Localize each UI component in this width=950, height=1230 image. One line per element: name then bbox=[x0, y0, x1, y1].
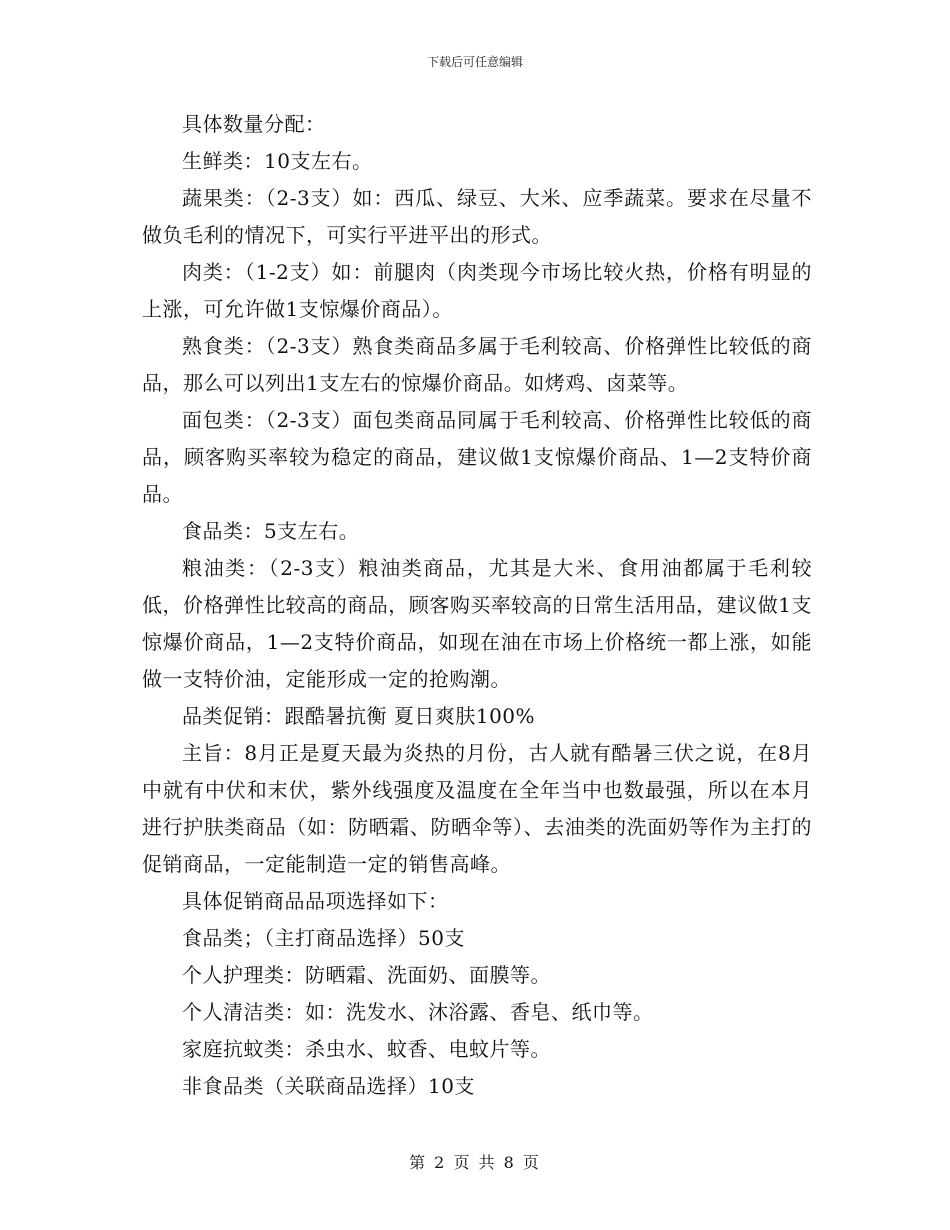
paragraph-item-selection: 具体促销商品品项选择如下： bbox=[182, 889, 449, 913]
document-body bbox=[142, 106, 812, 1105]
paragraph-food-main: 食品类；（主打商品选择）50支 bbox=[182, 926, 465, 950]
paragraph-category-promotion: 品类促销：跟酷暑抗衡 夏日爽肤100% bbox=[182, 704, 536, 728]
paragraph-fresh: 生鲜类：10支左右。 bbox=[182, 149, 373, 173]
paragraph-mosquito: 家庭抗蚊类：杀虫水、蚊香、电蚊片等。 bbox=[182, 1037, 551, 1061]
paragraph-personal-cleaning: 个人清洁类：如：洗发水、沐浴露、香皂、纸巾等。 bbox=[182, 1000, 654, 1024]
paragraph-bread: 面包类：（2-3支）面包类商品同属于毛利较高、价格弹性比较低的商品，顾客购买率较为稳定的商品，建议做1支惊爆价商品、1—2支特价商品。 bbox=[142, 408, 812, 506]
paragraph-fruits-vegetables: 蔬果类：（2-3支）如：西瓜、绿豆、大米、应季蔬菜。要求在尽量不做负毛利的情况下，可实行平进平出的形式。 bbox=[142, 186, 812, 247]
page-footer: 第 2 页 共 8 页 bbox=[409, 1153, 541, 1172]
paragraph-meat: 肉类：（1-2支）如：前腿肉（肉类现今市场比较火热，价格有明显的上涨，可允许做1支惊爆价商品）。 bbox=[142, 260, 812, 321]
paragraph-grain-oil: 粮油类：（2-3支）粮油类商品，尤其是大米、食用油都属于毛利较低，价格弹性比较高的商品，顾客购买率较高的日常生活用品，建议做1支惊爆价商品，1—2支特价商品，如现在油在市场上价格统一都上涨，如能做一支特价油，定能形成一定的抢购潮。 bbox=[142, 556, 812, 691]
page-header: 下载后可任意编辑 bbox=[426, 55, 523, 69]
paragraph-deli: 熟食类：（2-3支）熟食类商品多属于毛利较高、价格弹性比较低的商品，那么可以列出1支左右的惊爆价商品。如烤鸡、卤菜等。 bbox=[142, 334, 812, 395]
paragraph-quantity-allocation: 具体数量分配： bbox=[182, 112, 326, 136]
paragraph-personal-care: 个人护理类：防晒霜、洗面奶、面膜等。 bbox=[182, 963, 551, 987]
paragraph-theme: 主旨：8月正是夏天最为炎热的月份，古人就有酷暑三伏之说，在8月中就有中伏和末伏，紫外线强度及温度在全年当中也数最强，所以在本月进行护肤类商品（如：防晒霜、防晒伞等）、去油类的洗面奶等作为主打的促销商品，一定能制造一定的销售高峰。 bbox=[142, 741, 812, 876]
paragraph-food: 食品类：5支左右。 bbox=[182, 519, 360, 543]
paragraph-non-food: 非食品类（关联商品选择）10支 bbox=[182, 1074, 475, 1098]
